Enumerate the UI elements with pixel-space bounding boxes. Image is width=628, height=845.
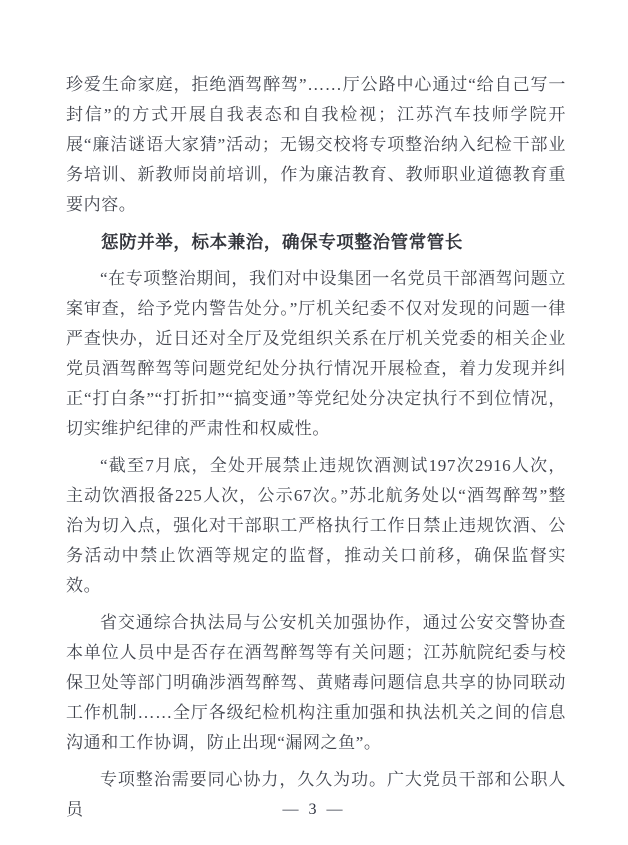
document-body: [66, 70, 566, 832]
paragraph-continuation: 珍爱生命家庭，拒绝酒驾醉驾”……厅公路中心通过“给自己写一封信”的方式开展自我表态和自我检视；江苏汽车技师学院开展“廉洁谜语大家猜”活动；无锡交校将专项整治纳入纪检干部业务培训、新教师岗前培训，作为廉洁教育、教师职业道德教育重要内容。: [66, 75, 566, 214]
paragraph: 省交通综合执法局与公安机关加强协作，通过公安交警协查本单位人员中是否存在酒驾醉驾等有关问题；江苏航院纪委与校保卫处等部门明确涉酒驾醉驾、黄赌毒问题信息共享的协同联动工作机制……全厅各级纪检机构注重加强和执法机关之间的信息沟通和工作协调，防止出现“漏网之鱼”。: [66, 613, 566, 752]
paragraph: 专项整治需要同心协力，久久为功。广大党员干部和公职人员: [66, 770, 566, 819]
paragraph: “截至7月底，全处开展禁止违规饮酒测试197次2916人次，主动饮酒报备225人次，公示67次。”苏北航务处以“酒驾醉驾”整治为切入点，强化对干部职工严格执行工作日禁止违规饮酒、公务活动中禁止饮酒等规定的监督，推动关口前移，确保监督实效。: [66, 456, 566, 595]
section-heading: 惩防并举，标本兼治，确保专项整治管常管长: [101, 232, 463, 252]
page-number: — 3 —: [282, 801, 346, 818]
paragraph: “在专项整治期间，我们对中设集团一名党员干部酒驾问题立案审查，给予党内警告处分。”厅机关纪委不仅对发现的问题一律严查快办，近日还对全厅及党组织关系在厅机关党委的相关企业党员酒驾醉驾等问题党纪处分执行情况开展检查，着力发现并纠正“打白条”“打折扣”“搞变通”等党纪处分决定执行不到位情况，切实维护纪律的严肃性和权威性。: [66, 269, 566, 438]
